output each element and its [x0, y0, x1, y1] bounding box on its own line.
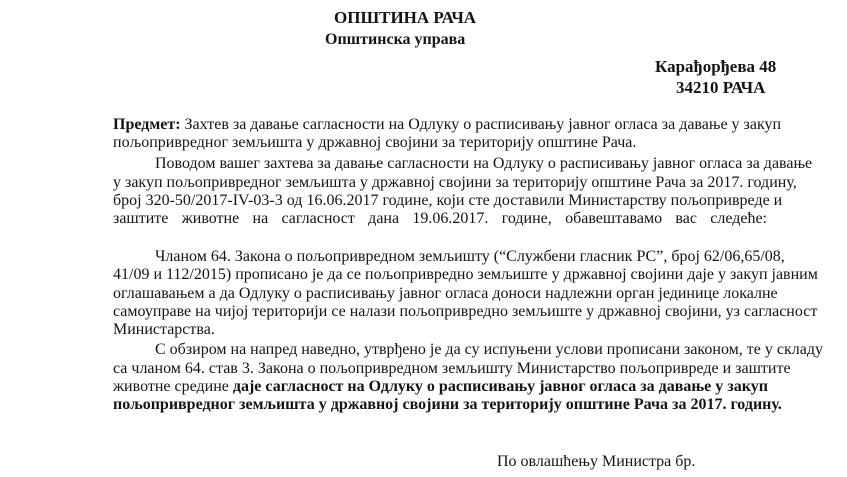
- paragraph-3-line-1: С обзиром на напред наведно, утврђено је да су испуњени услови прописани законом, те у складу: [155, 341, 823, 358]
- paragraph-2-line-1: Чланом 64. Закона о пољопривредном земљишту (“Службени гласник РС”, број 62/06,65/08,: [155, 248, 785, 265]
- paragraph-1-line-2: у закуп пољопривредног земљишта у државној својини за територију општине Рача за 2017. годину,: [113, 174, 797, 191]
- paragraph-1-line-1: Поводом вашег захтева за давање сагласности на Одлуку о расписивању јавног огласа за давање: [155, 155, 813, 172]
- paragraph-3-line-3-plain: животне средине: [113, 378, 233, 395]
- subject-text-1: Захтев за давање сагласности на Одлуку о расписивању јавног огласа за давање у закуп: [180, 116, 782, 133]
- paragraph-3-line-3: [113, 378, 767, 396]
- paragraph-2-line-5: Министарства.: [113, 321, 215, 338]
- paragraph-3-line-2: са чланом 64. став 3. Закона о пољопривредном земљишту Министарство пољопривреде и заштите: [113, 360, 791, 377]
- subject-line: [113, 116, 782, 134]
- address-street: Карађорђева 48: [655, 57, 777, 76]
- subject-label: Предмет:: [113, 116, 181, 133]
- administration-title: Општинска управа: [325, 31, 466, 48]
- paragraph-1-line-3: број 320-50/2017-IV-03-3 од 16.06.2017 године, који сте доставили Министарству пољопривреде и: [113, 192, 783, 209]
- paragraph-2-line-2: 41/09 и 112/2015) прописано је да се пољопривредно земљиште у државној својини даје у закуп јавним: [113, 266, 818, 283]
- decision-consent-text: даје сагласност на Одлуку о расписивању јавног огласа за давање у закуп: [232, 378, 768, 395]
- subject-text-2: пољопривредног земљишта у државној својини за територију општине Рача.: [113, 134, 637, 151]
- decision-consent-text-2: пољопривредног земљишта у државној својини за територију општине Рача за 2017. годину.: [113, 396, 782, 413]
- signature-line: По овлашћењу Министра бр.: [497, 453, 696, 470]
- municipality-title: ОПШТИНА РАЧА: [334, 8, 477, 27]
- paragraph-1-line-4: заштите животне на сагласност дана 19.06.2017. године, обавештавамо вас следеће:: [113, 210, 767, 227]
- address-city: 34210 РАЧА: [676, 78, 766, 97]
- paragraph-2-line-3: оглашавањем а да Одлуку о расписивању јавног огласа доноси надлежни орган јединице локалне: [113, 285, 778, 302]
- paragraph-2-line-4: самоуправе на чијој територији се налази пољопривредно земљиште у државној својини, уз сагласност: [113, 303, 818, 320]
